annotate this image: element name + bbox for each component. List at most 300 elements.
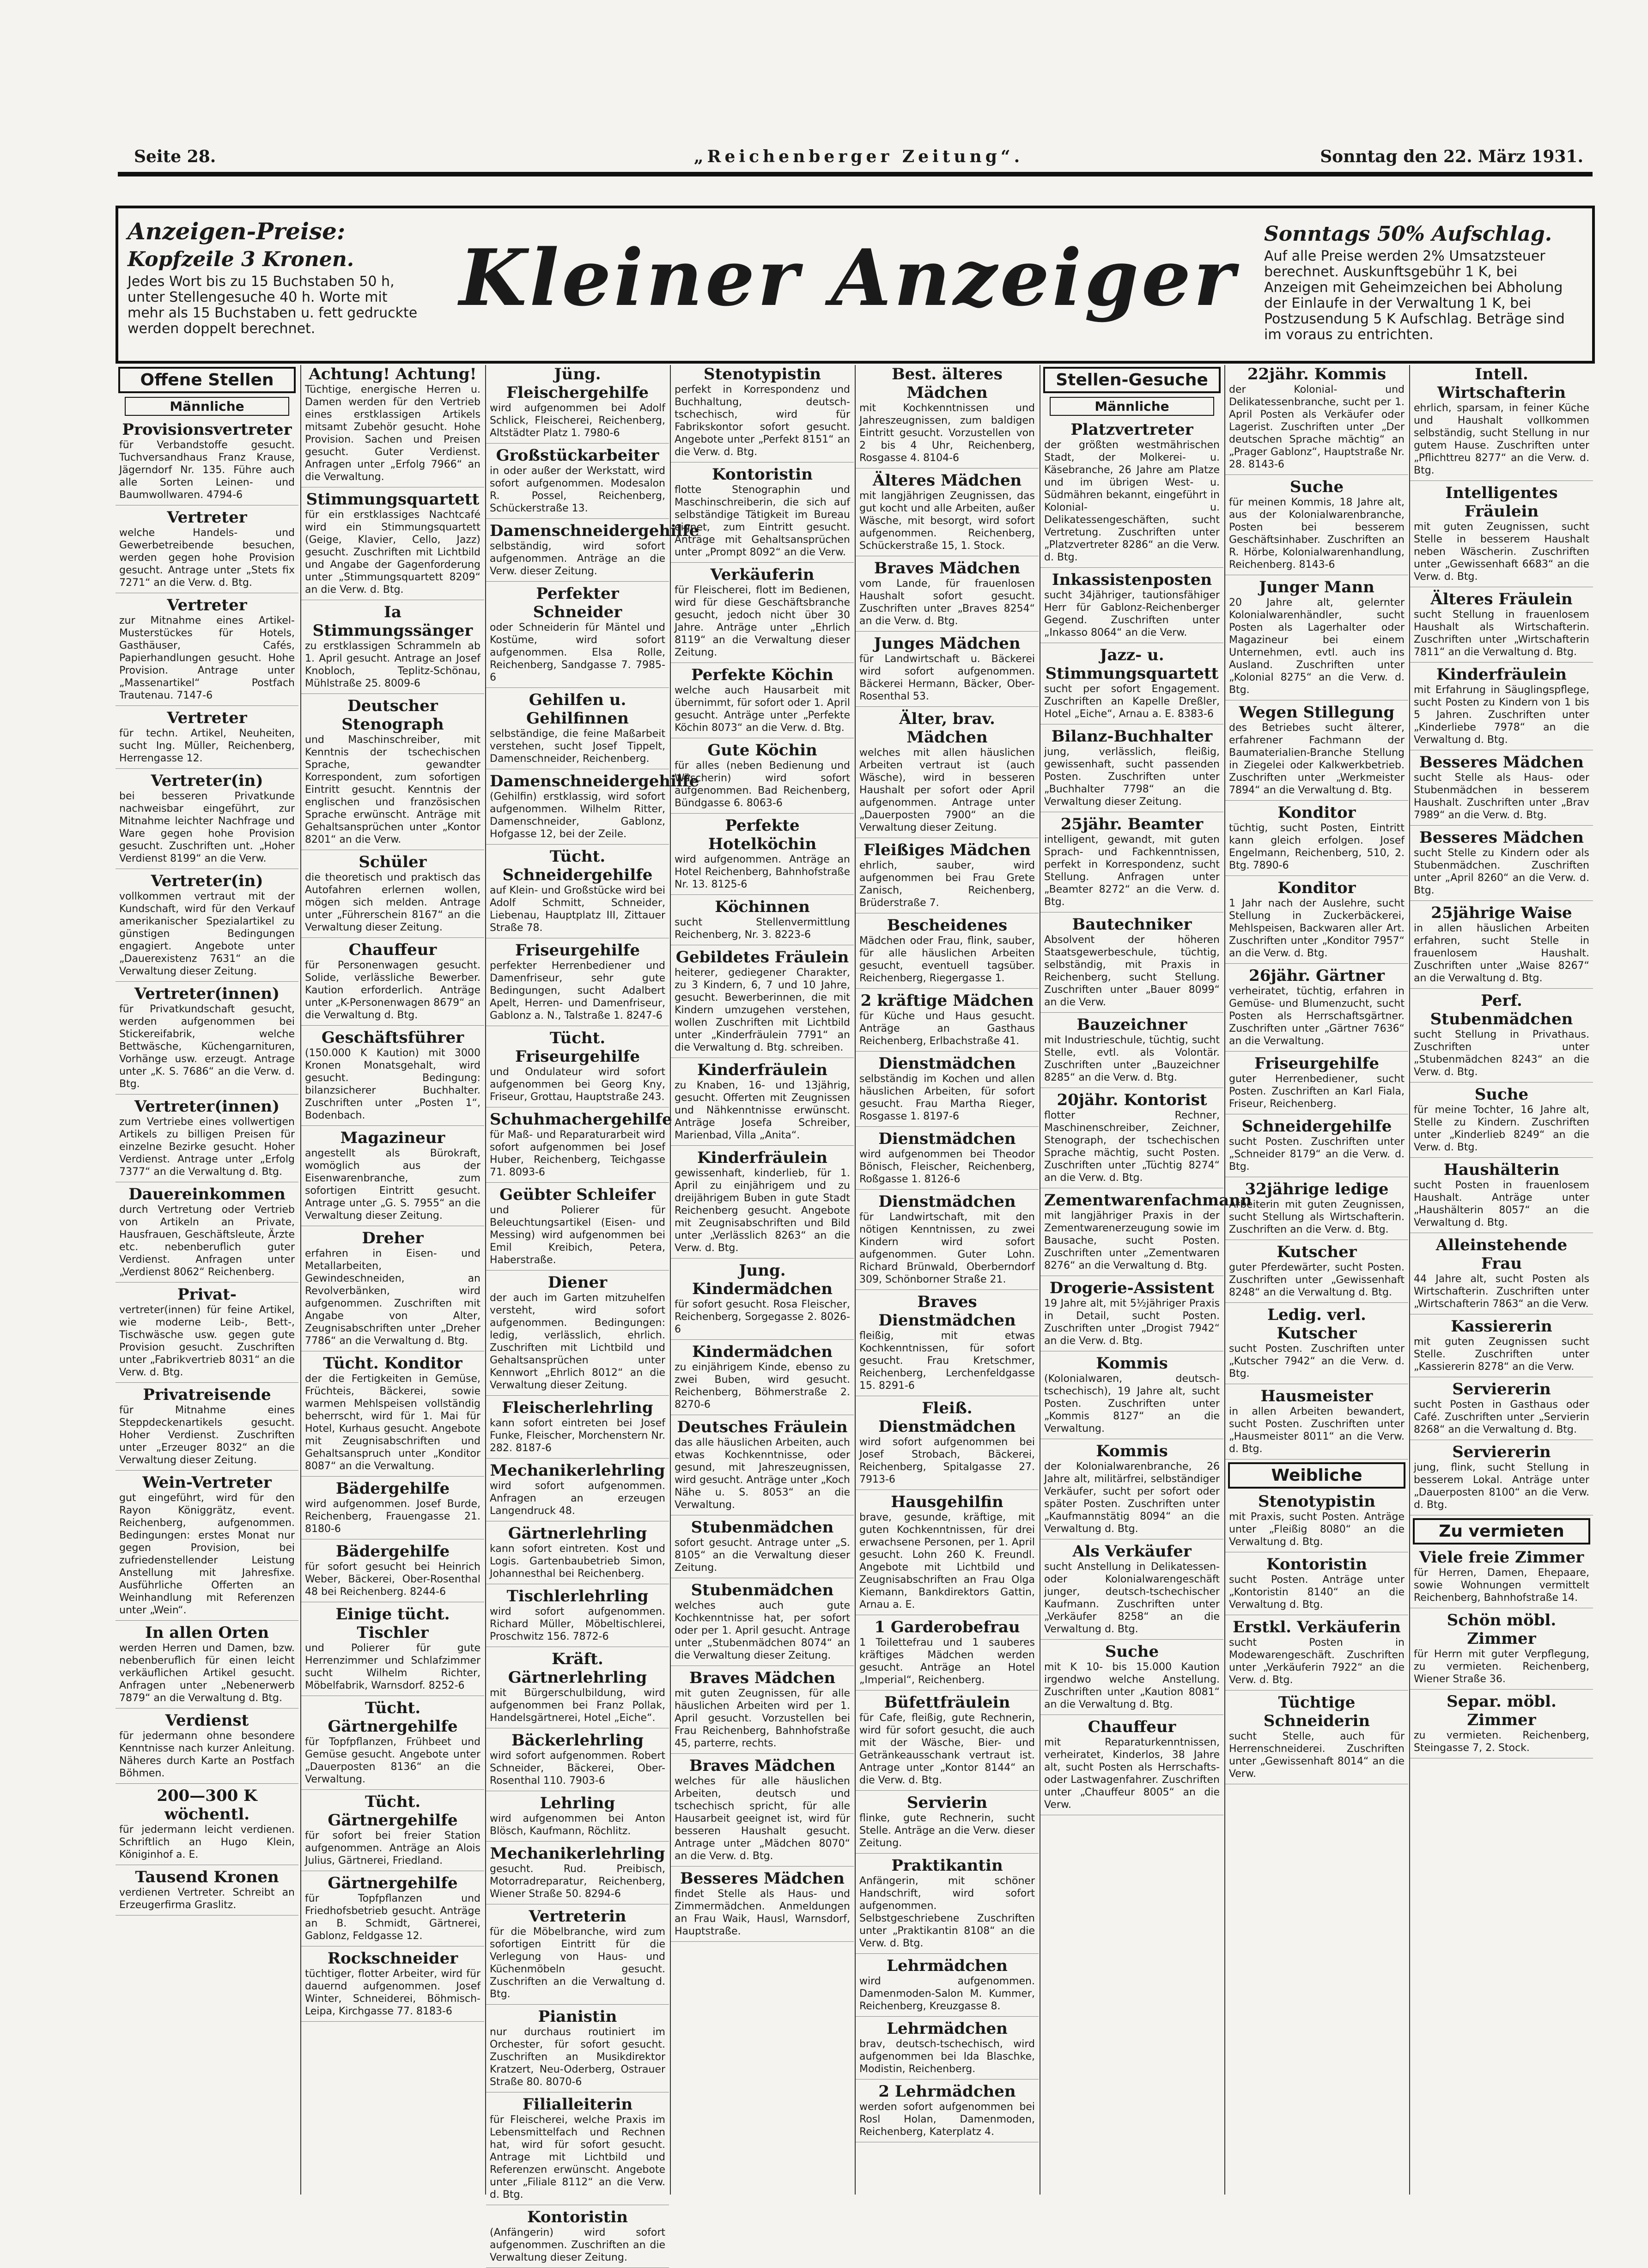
ad-headline: Kindermädchen: [692, 1343, 833, 1361]
ad-headline: Kassiererin: [1451, 1317, 1552, 1336]
ad-headline: Älteres Fräulein: [1430, 590, 1573, 608]
ad-headline: Bädergehilfe: [335, 1479, 450, 1498]
ad-body: flinke, gute Rechnerin, sucht Stelle. Anträge an die Verw. dieser Zeitung.: [859, 1812, 1035, 1849]
ad-body: wird aufgenommen. Damenmoden-Salon M. Kummer, Reichenberg, Kreuzgasse 8.: [859, 1976, 1035, 2012]
ad-headline: Friseurgehilfe: [515, 941, 640, 960]
ad-body: für Cafe, fleißig, gute Rechnerin, wird für sofort gesucht, die auch mit der Wäsche, Bier- und Getränkeausschank vertraut ist. Antrage unter „Kontor 8144“ an die Verw. d. Btg.: [859, 1712, 1035, 1786]
ad-body: und Polierer für Beleuchtungsartikel (Eisen- und Messing) wird aufgenommen bei Emil Kreibich, Petera, Haberstraße.: [490, 1204, 665, 1266]
ad-headline: Mechanikerlehrling: [490, 1461, 665, 1480]
classified-ad: [671, 1869, 854, 1942]
ad-headline: Braves Mädchen: [689, 1757, 836, 1775]
classified-ad: [1225, 803, 1408, 876]
ad-headline: Besseres Mädchen: [1419, 753, 1584, 772]
classified-ad: [116, 1185, 298, 1283]
classified-ad: [856, 634, 1039, 707]
ad-body: für Küche und Haus gesucht. Anträge an Gasthaus Reichenberg, Erlbachstraße 41.: [859, 1010, 1035, 1047]
classified-ad: [1225, 1492, 1408, 1552]
ad-column-6: [1040, 365, 1252, 2195]
ad-body: guter Herrenbediener, sucht Posten. Zuschriften an Karl Fiala, Friseur, Reichenberg.: [1229, 1073, 1405, 1110]
prices-text: Jedes Wort bis zu 15 Buchstaben 50 h, unter Stellengesuche 40 h. Worte mit mehr als 15 Buchstaben u. fett gedruckte werden doppelt berechnet.: [128, 274, 418, 337]
ad-headline: Jüng. Fleischergehilfe: [506, 365, 649, 402]
classified-ad: [1040, 646, 1223, 724]
classified-ad: [671, 741, 854, 814]
ad-body: nur durchaus routiniert im Orchester, für sofort gesucht. Zuschriften an Musikdirektor Kratzert, Neu-Oderberg, Ostrauer Straße 80. 8070-6: [490, 2026, 665, 2088]
classified-ad: [856, 1192, 1039, 1290]
section-header: Weibliche: [1228, 1462, 1405, 1489]
classified-ad: [301, 1129, 484, 1226]
classified-ad: [116, 1787, 298, 1865]
ad-column-5: [855, 365, 1039, 2195]
ad-headline: Fleischerlehrling: [502, 1398, 653, 1417]
ad-headline: Deutscher Stenograph: [341, 697, 444, 734]
ad-body: durch Vertretung oder Vertrieb von Artikeln an Private, Hausfrauen, Geschäftsleute, Ärzte etc. nebenberuflich guter Verdienst. Anfragen unter „Verdienst 8062“ Reichenberg.: [119, 1204, 295, 1278]
ad-headline: Schneidergehilfe: [1241, 1117, 1392, 1136]
ad-column-4: [670, 365, 854, 2195]
ad-body: welche auch Hausarbeit mit übernimmt, für sofort oder 1. April gesucht. Anträge unter „Perfekte Köchin 8073“ an die Verw. d. Btg.: [675, 685, 850, 734]
classified-ad: [671, 1061, 854, 1146]
ad-headline: Damenschneidergehilfe: [490, 772, 699, 790]
ad-body: zu vermieten. Reichenberg, Steingasse 7, 2. Stock.: [1414, 1730, 1589, 1754]
classified-ad: [1225, 1555, 1408, 1615]
ad-headline: Tücht. Gärtnergehilfe: [328, 1699, 458, 1736]
ad-headline: Verdienst: [165, 1711, 249, 1730]
classified-ad: [1225, 578, 1408, 700]
classified-ad: [1040, 571, 1223, 643]
classified-ad: [1225, 967, 1408, 1052]
classified-ad: [1225, 365, 1408, 475]
ad-headline: Tücht. Gärtnergehilfe: [328, 1793, 458, 1830]
ad-body: für Topfpflanzen, Frühbeet und Gemüse gesucht. Angebote unter „Dauerposten 8136“ an die Verwaltung.: [305, 1736, 480, 1785]
ad-headline: Tischlerlehrling: [506, 1587, 649, 1605]
ad-body: für Herrn mit guter Verpflegung, zu vermieten. Reichenberg, Wiener Straße 36.: [1414, 1648, 1589, 1685]
ad-headline: Kutscher: [1277, 1243, 1357, 1261]
ad-headline: Bädergehilfe: [335, 1542, 450, 1561]
header-rule: [118, 172, 1593, 176]
ad-headline: Gehilfen u. Gehilfinnen: [526, 691, 629, 728]
ad-headline: Suche: [1105, 1642, 1159, 1661]
classified-ad: [1410, 1317, 1593, 1377]
ad-body: verheiratet, tüchtig, erfahren in Gemüse- und Blumenzucht, sucht Posten als Herrschaftsgärtner. Zuschriften unter „Gärtner 7636“ an die Verwaltung.: [1229, 985, 1405, 1047]
classified-ad: [486, 941, 669, 1026]
ad-body: sucht Stelle, auch für Herrenschneiderei. Zuschriften unter „Gewissenhaft 8014“ an die Verw.: [1229, 1731, 1405, 1780]
ad-body: tüchtig, sucht Posten, Eintritt kann gleich erfolgen. Josef Engelmann, Reichenberg, 510, 2. Btg. 7890-6: [1229, 822, 1405, 871]
classified-ad: [1040, 1091, 1223, 1188]
classified-ad: [486, 1794, 669, 1842]
ad-body: der die Fertigkeiten in Gemüse, Früchteis, Bäckerei, sowie warmen Mehlspeisen vollständig beherrscht, wird für 1. Mai für Hotel, Kurhaus gesucht. Angebote mit Zeugnisabschriften und Gehaltsanspruch unter „Konditor 8087“ an die Verwaltung.: [305, 1373, 480, 1472]
ad-body: welches mit allen häuslichen Arbeiten vertraut ist (auch Wäsche), wird in besseren Haushalt per sofort oder April aufgenommen. Antrage unter „Dauerposten 7900“ an die Verwaltung dieser Zeitung.: [859, 747, 1035, 833]
ad-headline: Alleinstehende Frau: [1435, 1236, 1568, 1273]
ad-headline: Bautechniker: [1072, 915, 1192, 934]
classified-ad: [116, 596, 298, 706]
classified-ad: [856, 1054, 1039, 1127]
ad-headline: Suche: [1474, 1085, 1529, 1104]
classified-ad: [856, 1856, 1039, 1954]
classified-ad: [116, 420, 298, 505]
ad-body: flotte Stenographin und Maschinschreiberin, die sich auf selbständige Tätigkeit im Bureau eignet, zum Eintritt gesucht. Anträge mit Gehaltsansprüchen unter „Prompt 8092“ an die Verw.: [675, 484, 850, 558]
ad-headline: In allen Orten: [145, 1623, 269, 1642]
ad-body: selbständig, wird sofort aufgenommen. Anträge an die Verw. dieser Zeitung.: [490, 541, 665, 577]
ad-headline: Vertreter(innen): [134, 985, 280, 1003]
ad-headline: Als Verkäufer: [1072, 1542, 1192, 1561]
ad-body: Arbeiterin mit guten Zeugnissen, sucht Stellung als Wirtschafterin. Zuschriften an die Verw. d. Btg.: [1229, 1199, 1405, 1235]
classified-ad: [856, 559, 1039, 632]
ad-body: der größten westmährischen Stadt, der Molkerei- u. Käsebranche, 26 Jahre am Platze und im übrigen West- u. Südmähren bekannt, eingeführt in Kolonial- u. Delikatessengeschäften, sucht Vertretung. Zuschriften unter „Platzvertreter 8286“ an die Verw. d. Btg.: [1044, 439, 1220, 563]
ad-body: kann sofort eintreten. Kost und Logis. Gartenbaubetrieb Simon, Johannesthal bei Reichenberg.: [490, 1543, 665, 1580]
ad-body: und Ondulateur wird sofort aufgenommen bei Georg Kny, Friseur, Grottau, Hauptstraße 243.: [490, 1066, 665, 1103]
ad-body: für sofort gesucht bei Heinrich Weber, Bäckerei, Ober-Rosenthal 48 bei Reichenberg. 8244-6: [305, 1561, 480, 1598]
ad-headline: Rockschneider: [327, 1949, 458, 1968]
ad-headline: Konditor: [1277, 879, 1356, 897]
classified-ad: [116, 985, 298, 1094]
ad-headline: Braves Mädchen: [874, 559, 1021, 578]
ad-headline: Perfekte Hotelköchin: [708, 816, 817, 853]
ad-headline: Provisionsvertreter: [122, 420, 292, 439]
classified-ad: [856, 710, 1039, 838]
ad-headline: Lehrling: [540, 1794, 615, 1812]
subsection-header: Männliche: [125, 397, 289, 416]
classified-ad: [116, 1473, 298, 1621]
classified-ad: [1410, 1085, 1593, 1158]
ad-headline: Jung. Kindermädchen: [692, 1261, 833, 1298]
ad-body: in allen häuslichen Arbeiten erfahren, sucht Stelle in frauenlosem Haushalt. Zuschriften unter „Waise 8267“ an die Verwaltung d. Btg.: [1414, 923, 1589, 984]
ad-body: 20 Jahre alt, gelernter Kolonialwarenhändler, sucht Posten als Lagerhalter oder Magazineur bei einem Unternehmen, evtl. auch ins Ausland. Zuschriften unter „Kolonial 8275“ an die Verw. d. Btg.: [1229, 597, 1405, 696]
classified-ad: [486, 1907, 669, 2005]
classified-ad: [1410, 991, 1593, 1082]
sunday-text: Auf alle Preise werden 2% Umsatzsteuer berechnet. Auskunftsgebühr 1 K, bei Anzeigen mit Geheimzeichen bei Abholung der Einlaufe in der Verwaltung 1 K, bei Postzusendung 5 K Aufschlag. Beträge sind im voraus zu entrichten.: [1264, 248, 1565, 343]
ad-headline: Perf. Stubenmädchen: [1430, 991, 1573, 1028]
ad-headline: Deutsches Fräulein: [677, 1418, 848, 1436]
ad-headline: Pianistin: [538, 2007, 617, 2026]
ad-body: für sofort gesucht. Rosa Fleischer, Reichenberg, Sorgegasse 2. 8026-6: [675, 1299, 850, 1335]
classified-ad: [856, 1794, 1039, 1854]
classified-ad: [1040, 1354, 1223, 1439]
ad-body: Tüchtige, energische Herren u. Damen werden für den Vertrieb eines erstklassigen Artikels mitsamt Zubehör gesucht. Hohe Provision. Sachen und Preisen gesucht. Guter Verdienst. Anfragen unter „Erfolg 7966“ an die Verwaltung.: [305, 384, 480, 483]
classified-ad: [301, 1028, 484, 1126]
ad-headline: Kommis: [1096, 1354, 1168, 1373]
ad-column-2: [300, 365, 484, 2195]
classified-ad: [116, 1711, 298, 1784]
ad-headline: 2 Lehrmädchen: [878, 2082, 1016, 2101]
section-header: Offene Stellen: [118, 367, 296, 393]
ad-headline: Suche: [1289, 478, 1344, 496]
classified-ad: [301, 1542, 484, 1602]
ad-headline: Filialleiterin: [522, 2095, 633, 2114]
classified-ad: [486, 1398, 669, 1459]
ad-headline: Magazineur: [340, 1129, 445, 1147]
classified-ad: [671, 1149, 854, 1259]
classified-ad: [116, 1386, 298, 1471]
classified-ad: [671, 1418, 854, 1515]
ad-body: wird sofort aufgenommen. Richard Müller, Möbeltischlerei, Proschwitz 156. 7872-6: [490, 1606, 665, 1642]
ad-body: welche Handels- und Gewerbetreibende besuchen, werden gegen hohe Provision gesucht. Antrage unter „Stets fix 7271“ an die Verw. d. Btg.: [119, 527, 295, 589]
ad-body: sucht Posten. Zuschriften unter „Kutscher 7942“ an die Verw. d. Btg.: [1229, 1343, 1405, 1380]
ad-body: zu Knaben, 16- und 13jährig, gesucht. Offerten mit Zeugnissen und Nähkenntnisse erwünscht. Anträge Josefa Schreiber, Marienbad, Villa „Anita“.: [675, 1080, 850, 1141]
ad-headline: Bauzeichner: [1076, 1015, 1187, 1034]
classified-ad: [301, 365, 484, 487]
ad-headline: Stenotypistin: [1258, 1492, 1375, 1511]
classified-ad: [1410, 365, 1593, 481]
subsection-header: Männliche: [1050, 397, 1214, 416]
ad-headline: Dienstmädchen: [878, 1054, 1016, 1073]
ad-body: mit Bürgerschulbildung, wird aufgenommen bei Franz Pollak, Handelsgärtnerei, Hotel „Eiche“.: [490, 1687, 665, 1724]
ad-body: perfekt in Korrespondenz und Buchhaltung, deutsch-tschechisch, wird für Fabrikskontor sofort gesucht. Angebote unter „Perfekt 8151“ an die Verw. d. Btg.: [675, 384, 850, 458]
ad-headline: Wein-Vertreter: [142, 1473, 272, 1492]
ad-headline: Kontoristin: [712, 465, 813, 484]
ad-body: zu erstklassigen Schrammeln ab 1. April gesucht. Antrage an Josef Knobloch, Teplitz-Schönau, Mühlstraße 25. 8009-6: [305, 640, 480, 689]
ad-headline: Kommis: [1096, 1442, 1168, 1460]
classified-ad: [1040, 1642, 1223, 1715]
ad-headline: Hausmeister: [1260, 1387, 1373, 1405]
ad-body: (150.000 K Kaution) mit 3000 Kronen Monatsgehalt, wird gesucht. Bedingung: bilanzsicherer Buchhalter. Zuschriften unter „Posten 1“, Bodenbach.: [305, 1047, 480, 1121]
classified-ad: [486, 1524, 669, 1584]
ad-headline: Großstückarbeiter: [496, 446, 659, 465]
ad-body: erfahren in Eisen- und Metallarbeiten, Gewindeschneiden, an Revolverbänken, wird aufgenommen. Zuschriften mit Angabe von Alter, Zeugnisabschriften unter „Dreher 7786“ an die Verwaltung d. Btg.: [305, 1248, 480, 1347]
classified-ad: [486, 2095, 669, 2205]
ad-column-3: [485, 365, 699, 2263]
running-header: [134, 147, 1583, 175]
classified-ad: [486, 1731, 669, 1791]
ad-headline: Stubenmädchen: [691, 1518, 834, 1537]
ad-headline: Gebildetes Fräulein: [675, 948, 849, 967]
ad-headline: Serviererin: [1452, 1380, 1551, 1398]
classified-ad: [671, 565, 854, 663]
ad-headline: Zementwarenfachmann: [1044, 1191, 1252, 1210]
ad-headline: Dreher: [362, 1229, 424, 1247]
ad-headline: Junges Mädchen: [874, 634, 1021, 653]
classified-ad: [486, 1186, 669, 1271]
ad-headline: Platzvertreter: [1070, 420, 1193, 439]
classified-ad: [486, 1461, 669, 1521]
ad-body: Anfängerin, mit schöner Handschrift, wird sofort aufgenommen. Selbstgeschriebene Zuschriften unter „Praktikantin 8108“ an die Verw. d. Btg.: [859, 1875, 1035, 1949]
ad-body: mit langjährigen Zeugnissen, das gut kocht und alle Arbeiten, außer Wäsche, mit besorgt, wird sofort aufgenommen. Reichenberg, Schückerstraße 15, 1. Stock.: [859, 490, 1035, 552]
ad-body: für Verbandstoffe gesucht. Tuchversandhaus Franz Krause, Jägerndorf Nr. 135. Führe auch alle Sorten Leinen- und Baumwollwaren. 4794-6: [119, 439, 295, 501]
classified-ad: [856, 471, 1039, 556]
price-box: [128, 218, 423, 337]
ad-body: für sofort bei freier Station aufgenommen. Anträge an Alois Julius, Gärtnerei, Friedland.: [305, 1830, 480, 1867]
ad-body: welches auch gute Kochkenntnisse hat, per sofort oder per 1. April gesucht. Antrage unter „Stubenmädchen 8074“ an die Verwaltung dieser Zeitung.: [675, 1600, 850, 1661]
ad-headline: Braves Dienstmädchen: [878, 1293, 1016, 1330]
ad-body: für Personenwagen gesucht. Solide, verlässliche Bewerber. Kaution erforderlich. Anträge unter „K-Personenwagen 8679“ an die Verwaltung d. Btg.: [305, 960, 480, 1021]
ad-body: wird aufgenommen bei Anton Blösch, Kaufmann, Röchlitz.: [490, 1813, 665, 1837]
ad-headline: Büfettfräulein: [884, 1693, 1010, 1712]
ad-headline: Drogerie-Assistent: [1049, 1279, 1215, 1297]
ad-headline: Serviererin: [1452, 1443, 1551, 1461]
ad-body: fleißig, mit etwas Kochkenntnissen, für sofort gesucht. Frau Kretschmer, Reichenberg, Lerchenfeldgasse 15. 8291-6: [859, 1330, 1035, 1392]
classified-ad: [486, 847, 669, 938]
ad-headline: Geschäftsführer: [321, 1028, 464, 1047]
ad-headline: Stubenmädchen: [691, 1581, 834, 1599]
classified-ad: [301, 941, 484, 1026]
classified-ad: [301, 603, 484, 694]
classified-ad: [1040, 1279, 1223, 1351]
ad-body: mit Praxis, sucht Posten. Anträge unter „Fleißig 8080“ an die Verwaltung d. Btg.: [1229, 1511, 1405, 1548]
ad-body: 1 Jahr nach der Auslehre, sucht Stellung in Zuckerbäckerei, Mehlspeisen, Backwaren aller Art. Zuschriften unter „Konditor 7957“ an die Verw. d. Btg.: [1229, 898, 1405, 959]
ad-headline: Besseres Mädchen: [1419, 828, 1584, 847]
ad-headline: Schüler: [359, 853, 427, 871]
classified-ad: [1040, 815, 1223, 912]
classified-ad: [1225, 1693, 1408, 1784]
ad-headline: Dienstmädchen: [878, 1130, 1016, 1148]
ad-body: sucht Posten. Zuschriften unter „Schneider 8179“ an die Verw. d. Btg.: [1229, 1136, 1405, 1173]
ad-body: wird aufgenommen bei Adolf Schlick, Fleischerei, Reichenberg, Altstädter Platz 1. 7980-6: [490, 402, 665, 439]
issue-date: Sonntag den 22. März 1931.: [1320, 147, 1583, 166]
classified-ad: [486, 522, 699, 582]
classified-ad: [1225, 478, 1408, 575]
ad-headline: Tausend Kronen: [135, 1868, 279, 1886]
classified-ad: [1410, 484, 1593, 587]
ad-body: sucht 34jähriger, tautionsfähiger Herr für Gablonz-Reichenberger Gegend. Zuschriften unter „Inkasso 8064“ an die Verw.: [1044, 590, 1220, 638]
classified-ad: [486, 1110, 672, 1183]
ad-headline: Lehrmädchen: [887, 2019, 1008, 2038]
ad-body: in allen Arbeiten bewandert, sucht Posten. Zuschriften unter „Hausmeister 8011“ an die Verw. d. Btg.: [1229, 1406, 1405, 1455]
classified-ad: [301, 853, 484, 938]
ad-headline: Ia Stimmungssänger: [312, 603, 473, 640]
ad-headline: Vertreter(in): [151, 772, 263, 790]
classified-ad: [1040, 727, 1223, 812]
ad-headline: Bäckerlehrling: [511, 1731, 644, 1750]
ad-headline: Fleißiges Mädchen: [864, 841, 1031, 859]
ad-headline: Älter, brav. Mädchen: [899, 710, 995, 747]
ad-body: 44 Jahre alt, sucht Posten als Wirtschafterin. Zuschriften unter „Wirtschafterin 7863“ an die Verw.: [1414, 1273, 1589, 1310]
classified-ad: [1410, 904, 1593, 989]
classified-ad: [1225, 1243, 1408, 1303]
classified-ad: [856, 2019, 1039, 2080]
ad-body: brave, gesunde, kräftige, mit guten Kochkenntnissen, für drei erwachsene Personen, per 1. April gesucht. Lohn 260 K. Freundl. Angebote mit Lichtbild und Zeugnisabschriften an Frau Olga Kiemann, Bankdirektors Gattin, Arnau a. E.: [859, 1512, 1035, 1611]
classified-ad: [486, 1650, 669, 1728]
classified-ad: [301, 1874, 484, 1946]
ad-column-7: [1224, 365, 1408, 2195]
ad-body: für techn. Artikel, Neuheiten, sucht Ing. Müller, Reichenberg, Herrengasse 12.: [119, 728, 295, 764]
ad-body: für Herren, Damen, Ehepaare, sowie Wohnungen vermittelt Reichenberg, Bahnhofstraße 14.: [1414, 1567, 1589, 1604]
ad-headline: Inkassistenposten: [1052, 571, 1212, 589]
ad-body: mit langjähriger Praxis in der Zementwarenerzeugung sowie im Bausache, sucht Posten. Zuschriften unter „Zementwaren 8276“ an die Verwaltung d. Btg.: [1044, 1210, 1220, 1271]
ad-body: der Kolonialwarenbranche, 26 Jahre alt, militärfrei, selbständiger Verkäufer, sucht per sofort oder später Posten. Zuschriften unter „Kaufmannstätig 8094“ an die Verwaltung d. Btg.: [1044, 1461, 1220, 1535]
ad-body: oder Schneiderin für Mäntel und Kostüme, wird sofort aufgenommen. Elsa Rolle, Reichenberg, Sandgasse 7. 7985-6: [490, 622, 665, 683]
ad-headline: Ledig. verl. Kutscher: [1267, 1306, 1366, 1343]
page-number: Seite 28.: [134, 147, 216, 166]
ad-body: für Landwirtschaft, mit den nötigen Kenntnissen, zu zwei Kindern wird sofort aufgenommen. Guter Lohn. Richard Brünwald, Oberberndorf 309, Schönborner Straße 21.: [859, 1211, 1035, 1285]
ad-headline: Tücht. Schneidergehilfe: [502, 847, 653, 884]
classified-ad: [116, 1097, 298, 1182]
ad-headline: Einige tücht. Tischler: [335, 1605, 450, 1642]
ad-body: wird sofort aufgenommen. Anfragen an erzeugen Langendruck 48.: [490, 1480, 665, 1517]
ad-body: mit Reparaturkenntnissen, verheiratet, Kinderlos, 38 Jahre alt, sucht Posten als Herrschafts- oder Lastwagenfahrer. Zuschriften unter „Chauffeur 8005“ an die Verw.: [1044, 1737, 1220, 1811]
ad-headline: Gute Köchin: [707, 741, 817, 760]
classified-ad: [301, 1699, 484, 1790]
ad-body: sucht Stellung in Privathaus. Zuschriften unter „Stubenmädchen 8243“ an die Verw. d. Btg.: [1414, 1029, 1589, 1078]
ad-columns: [116, 365, 1594, 2263]
ad-headline: Gärtnerlehrling: [508, 1524, 647, 1543]
ad-headline: Jazz- u. Stimmungsquartett: [1045, 646, 1219, 683]
ad-body: die theoretisch und praktisch das Autofahren erlernen wollen, mögen sich melden. Antrage unter „Führerschein 8167“ an die Verwaltung dieser Zeitung.: [305, 872, 480, 933]
ad-headline: Intell. Wirtschafterin: [1437, 365, 1566, 402]
ad-body: für jedermann leicht verdienen. Schriftlich an Hugo Klein, Königinhof a. E.: [119, 1824, 295, 1861]
ad-headline: Tücht. Friseurgehilfe: [515, 1029, 640, 1066]
ad-headline: Mechanikerlehrling: [490, 1844, 665, 1863]
ad-body: wird aufgenommen bei Theodor Bönisch, Fleischer, Reichenberg, Roßgasse 1. 8126-6: [859, 1149, 1035, 1185]
classified-ad: [1040, 1542, 1223, 1640]
ad-body: selbständige, die feine Maßarbeit verstehen, sucht Josef Tippelt, Damenschneider, Reichenberg.: [490, 728, 665, 765]
ad-body: welches für alle häuslichen Arbeiten, deutsch und tschechisch spricht, für alle Hausarbeit geeignet ist, wird für besseren Haushalt gesucht. Antrage unter „Mädchen 8070“ an die Verw. d. Btg.: [675, 1775, 850, 1862]
ad-body: werden sofort aufgenommen bei Rosl Holan, Damenmoden, Reichenberg, Katerplatz 4.: [859, 2101, 1035, 2138]
ad-headline: Intelligentes Fräulein: [1445, 484, 1558, 521]
ad-body: das alle häuslichen Arbeiten, auch etwas Kochkenntnisse, oder gesund, mit Jahreszeugnissen, wird gesucht. Anträge unter „Koch Nähe u. S. 8053“ an die Verwaltung.: [675, 1437, 850, 1511]
line-price: Kopfzeile 3 Kronen.: [128, 248, 354, 271]
ad-headline: Vertreter: [167, 596, 247, 614]
ad-body: und Maschinschreiber, mit Kenntnis der tschechischen Sprache, gewandter Korrespondent, zum sofortigen Eintritt gesucht. Kenntnis der englischen und französischen Sprache erwünscht. Anträge mit Gehaltsansprüchen unter „Kontor 8201“ an die Verw.: [305, 734, 480, 845]
classified-ad: [671, 365, 854, 462]
ad-body: für Fleischerei, flott im Bedienen, wird für diese Geschäftsbranche gesucht, jedoch nicht über 30 Jahre. Anträge unter „Ehrlich 8119“ an die Verwaltung dieser Zeitung.: [675, 584, 850, 658]
classified-ad: [486, 365, 669, 444]
ad-body: jung, verlässlich, fleißig, gewissenhaft, sucht passenden Posten. Zuschriften unter „Buchhalter 7798“ an die Verwaltung dieser Zeitung.: [1044, 746, 1220, 808]
ad-body: in oder außer der Werkstatt, wird sofort aufgenommen. Modesalon R. Possel, Reichenberg, Schückerstraße 13.: [490, 465, 665, 514]
classified-ad: [1410, 1443, 1593, 1515]
ad-headline: Separ. möbl. Zimmer: [1447, 1692, 1557, 1729]
classified-ad: [671, 465, 854, 563]
classified-ad: [116, 709, 298, 769]
ad-headline: Bescheidenes: [887, 916, 1008, 935]
classified-ad: [116, 508, 298, 593]
ad-body: bei besseren Privatkunde nachweisbar eingeführt, zur Mitnahme leichter Nachfrage und Ware gegen hohe Provision gesucht. Zuschriften unt. „Hoher Verdienst 8199“ an die Verw.: [119, 790, 295, 864]
ad-body: für ein erstklassiges Nachtcafé wird ein Stimmungsquartett (Geige, Klavier, Cello, Jazz) gesucht. Zuschriften mit Lichtbild und Angabe der Gagenforderung unter „Stimmungsquartett 8209“ an die Verw. d. Btg.: [305, 509, 480, 596]
ad-headline: Kinderfräulein: [697, 1149, 827, 1167]
classified-ad: [116, 872, 298, 982]
section-title: Kleiner Anzeiger: [459, 232, 1238, 323]
ad-body: Mädchen oder Frau, flink, sauber, für alle häuslichen Arbeiten gesucht, eventuell tagsüber. Reichenberg, Riegergasse 1.: [859, 935, 1035, 984]
classified-ad: [1225, 1054, 1408, 1114]
ad-body: vollkommen vertraut mit der Kundschaft, wird für den Verkauf amerikanischer Spezialartikel zu günstigen Bedingungen engagiert. Angebote unter „Dauerexistenz 7631“ an die Verwaltung dieser Zeitung.: [119, 891, 295, 977]
classified-ad: [856, 991, 1039, 1052]
classified-ad: [301, 1605, 484, 1696]
section-header: Stellen-Gesuche: [1043, 367, 1221, 393]
ad-body: für meinen Kommis, 18 Jahre alt, aus der Kolonialwarenbranche, Posten bei besserem Geschäftsinhaber. Zuschriften an R. Hörbe, Kolonialwarenhandlung, Reichenberg. 8143-6: [1229, 497, 1405, 571]
ad-body: sucht Stellenvermittlung Reichenberg, Nr. 3. 8223-6: [675, 917, 850, 941]
ad-body: wird sofort aufgenommen bei Josef Strobach, Bäckerei, Reichenberg, Spitalgasse 27. 7913-6: [859, 1436, 1035, 1485]
ad-body: brav, deutsch-tschechisch, wird aufgenommen bei Ida Blaschke, Modistin, Reichenberg.: [859, 2038, 1035, 2075]
classified-ad: [301, 1479, 484, 1539]
ad-headline: Perfekter Schneider: [533, 584, 622, 621]
classified-ad: [1225, 703, 1408, 801]
classified-ad: [1040, 1442, 1223, 1539]
ad-headline: Haushälterin: [1443, 1161, 1560, 1179]
ad-body: flotter Rechner, Maschinenschreiber, Zeichner, Stenograph, der tschechischen Sprache mächtig, sucht Posten. Zuschriften unter „Tüchtig 8274“ an die Verw. d. Btg.: [1044, 1110, 1220, 1184]
ad-headline: Chauffeur: [348, 941, 437, 959]
classified-ad: [486, 2007, 669, 2092]
ad-body: zum Vertriebe eines vollwertigen Artikels zu billigen Preisen für einzelne Bezirke gesucht. Hoher Verdienst. Antrage unter „Erfolg 7377“ an die Verwaltung d. Btg.: [119, 1116, 295, 1178]
ad-body: sucht Stelle als Haus- oder Stubenmädchen in besserem Haushalt. Zuschriften unter „Brav 7989“ an die Verw. d. Btg.: [1414, 772, 1589, 821]
ad-body: auf Klein- und Großstücke wird bei Adolf Schmitt, Schneider, Liebenau, Hauptplatz III, Zittauer Straße 78.: [490, 885, 665, 934]
classified-ad: [856, 1399, 1039, 1490]
classified-ad: [856, 916, 1039, 989]
classified-ad: [1410, 1611, 1593, 1690]
ad-headline: Köchinnen: [715, 898, 810, 916]
classified-ad: [486, 1844, 669, 1904]
classified-ad: [486, 446, 669, 519]
ad-headline: Perfekte Köchin: [691, 666, 833, 684]
ad-column-1: [116, 365, 298, 2195]
ad-body: sucht Posten in frauenlosem Haushalt. Anträge unter „Haushälterin 8057“ an die Verwaltung d. Btg.: [1414, 1180, 1589, 1228]
classified-ad: [486, 691, 669, 769]
ad-body: gesucht. Rud. Preibisch, Motorradreparatur, Reichenberg, Wiener Straße 50. 8294-6: [490, 1863, 665, 1900]
classified-ad: [486, 1587, 669, 1647]
classified-ad: [486, 1273, 669, 1396]
ad-body: Absolvent der höheren Staatsgewerbeschule, tüchtig, selbständig, mit Praxis in Reichenberg, sucht Stellung. Zuschriften unter „Bauer 8099“ an die Verw.: [1044, 934, 1220, 1008]
ad-headline: Besseres Mädchen: [680, 1869, 845, 1888]
classified-ad: [671, 898, 854, 945]
classified-ad: [856, 1957, 1039, 2017]
classified-ad: [1225, 1618, 1408, 1690]
ad-body: intelligent, gewandt, mit guten Sprach- und Fachkenntnissen, perfekt in Korrespondenz, sucht Stellung. Anfragen unter „Beamter 8272“ an die Verw. d. Btg.: [1044, 834, 1220, 908]
